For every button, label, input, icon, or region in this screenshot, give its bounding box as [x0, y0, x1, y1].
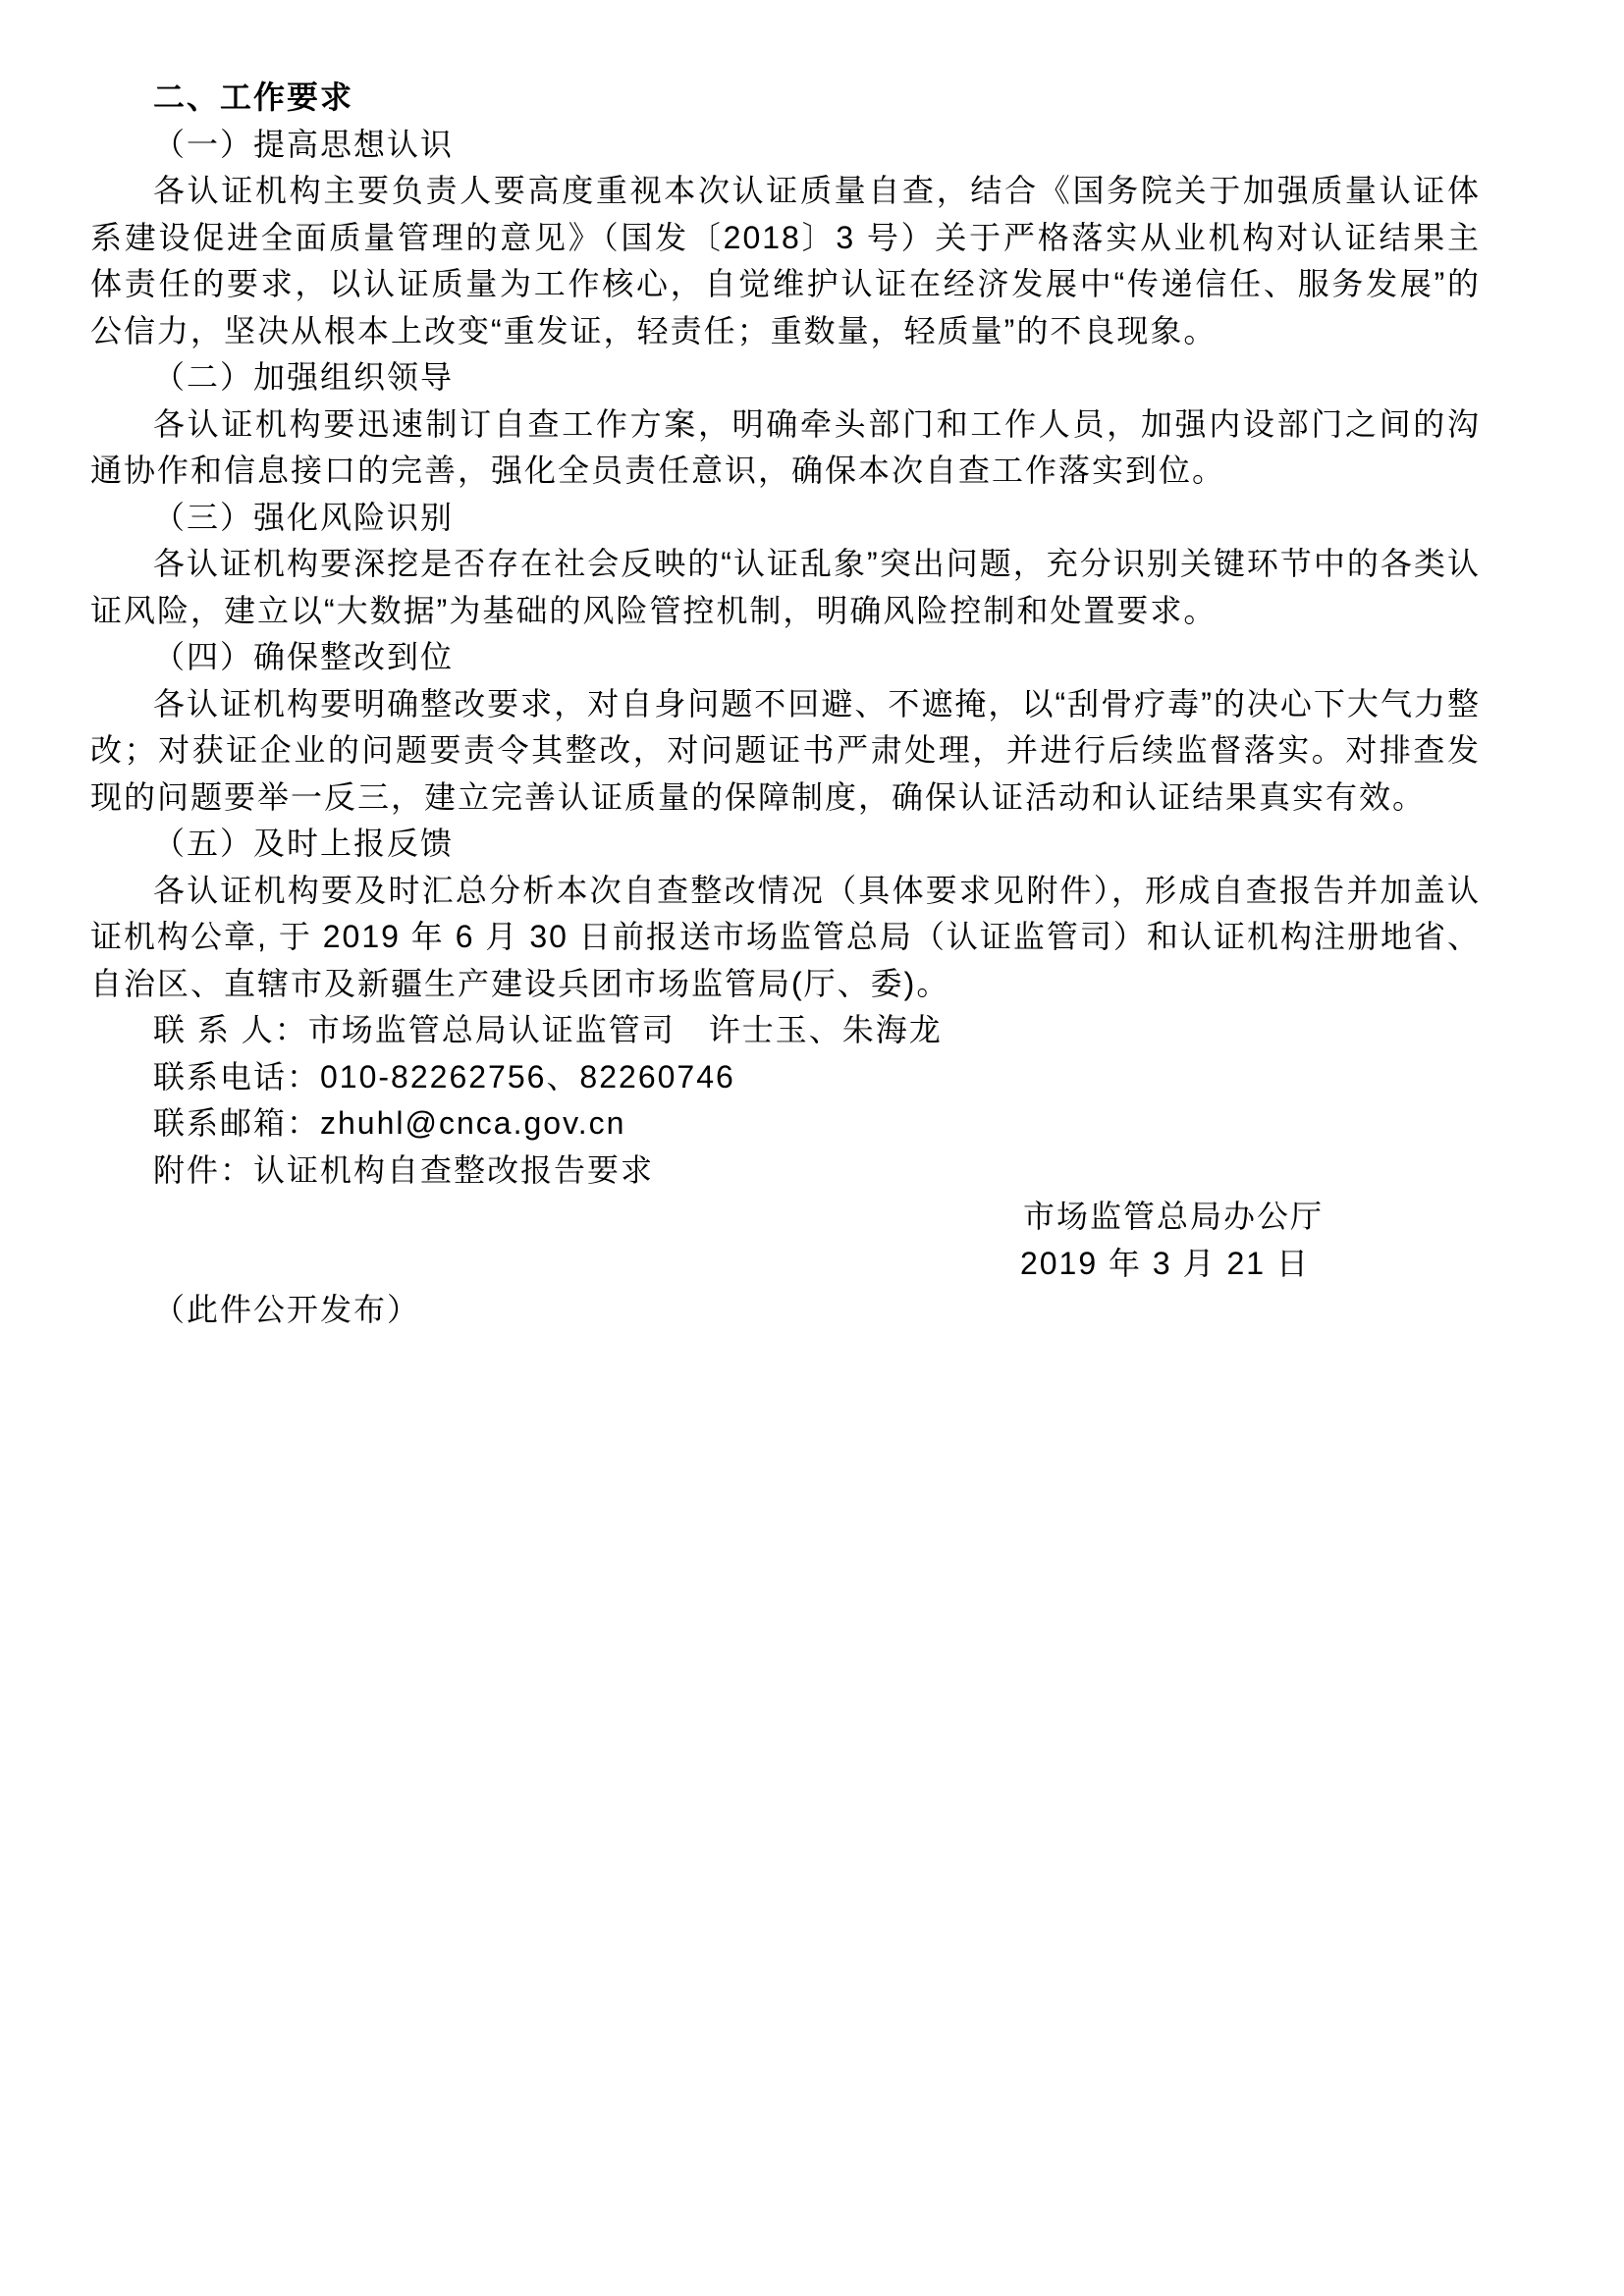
subsection-title-5: （五）及时上报反馈 — [153, 826, 455, 861]
signature-organization: 市场监管总局办公厅 — [1022, 1199, 1324, 1234]
subsection-title-2: （二）加强组织领导 — [153, 359, 455, 395]
subsection-body-4: 各认证机构要明确整改要求，对自身问题不回避、不遮掩，以“刮骨疗毒”的决心下大气力整改；对获证企业的问题要责令其整改，对问题证书严肃处理，并进行后续监督落实。对排查发现的问题要举一反三，建立完善认证质量的保障制度，确保认证活动和认证结果真实有效。 — [90, 685, 1481, 815]
subsection-body-3: 各认证机构要深挖是否存在社会反映的“认证乱象”突出问题，充分识别关键环节中的各类认证风险，建立以“大数据”为基础的风险管控机制，明确风险控制和处置要求。 — [90, 546, 1481, 628]
subsection-title-1: （一）提高思想认识 — [153, 126, 455, 162]
subsection-title-4: （四）确保整改到位 — [153, 639, 455, 674]
contact-phone-line: 联系电话：010-82262756、82260746 — [153, 1058, 735, 1095]
subsection-body-5: 各认证机构要及时汇总分析本次自查整改情况（具体要求见附件），形成自查报告并加盖认证机构公章, 于 2019 年 6 月 30 日前报送市场监管总局（认证监管司）和认证机构注册地省、自治区、直辖市及新疆生产建设兵团市场监管局(厅、委)。 — [90, 872, 1481, 1001]
attachment-line: 附件：认证机构自查整改报告要求 — [153, 1151, 655, 1188]
subsection-body-2: 各认证机构要迅速制订自查工作方案，明确牵头部门和工作人员，加强内设部门之间的沟通协作和信息接口的完善，强化全员责任意识，确保本次自查工作落实到位。 — [90, 405, 1481, 488]
document-body — [90, 75, 1481, 1334]
subsection-body-1: 各认证机构主要负责人要高度重视本次认证质量自查，结合《国务院关于加强质量认证体系建设促进全面质量管理的意见》（国发〔2018〕3 号）关于严格落实从业机构对认证结果主体责任的要求，以认证质量为工作核心，自觉维护认证在经济发展中“传递信任、服务发展”的公信力，坚决从根本上改变“重发证，轻责任；重数量，轻质量”的不良现象。 — [90, 173, 1481, 348]
contact-email-line: 联系邮箱：zhuhl@cnca.gov.cn — [153, 1105, 626, 1141]
publish-note: （此件公开发布） — [153, 1292, 421, 1327]
section-heading: 二、工作要求 — [153, 80, 354, 115]
contact-person-line: 联 系 人：市场监管总局认证监管司 许士玉、朱海龙 — [153, 1012, 943, 1047]
signature-date: 2019 年 3 月 21 日 — [1019, 1245, 1310, 1281]
subsection-title-3: （三）强化风险识别 — [153, 499, 455, 535]
signature-block — [90, 1194, 1481, 1287]
